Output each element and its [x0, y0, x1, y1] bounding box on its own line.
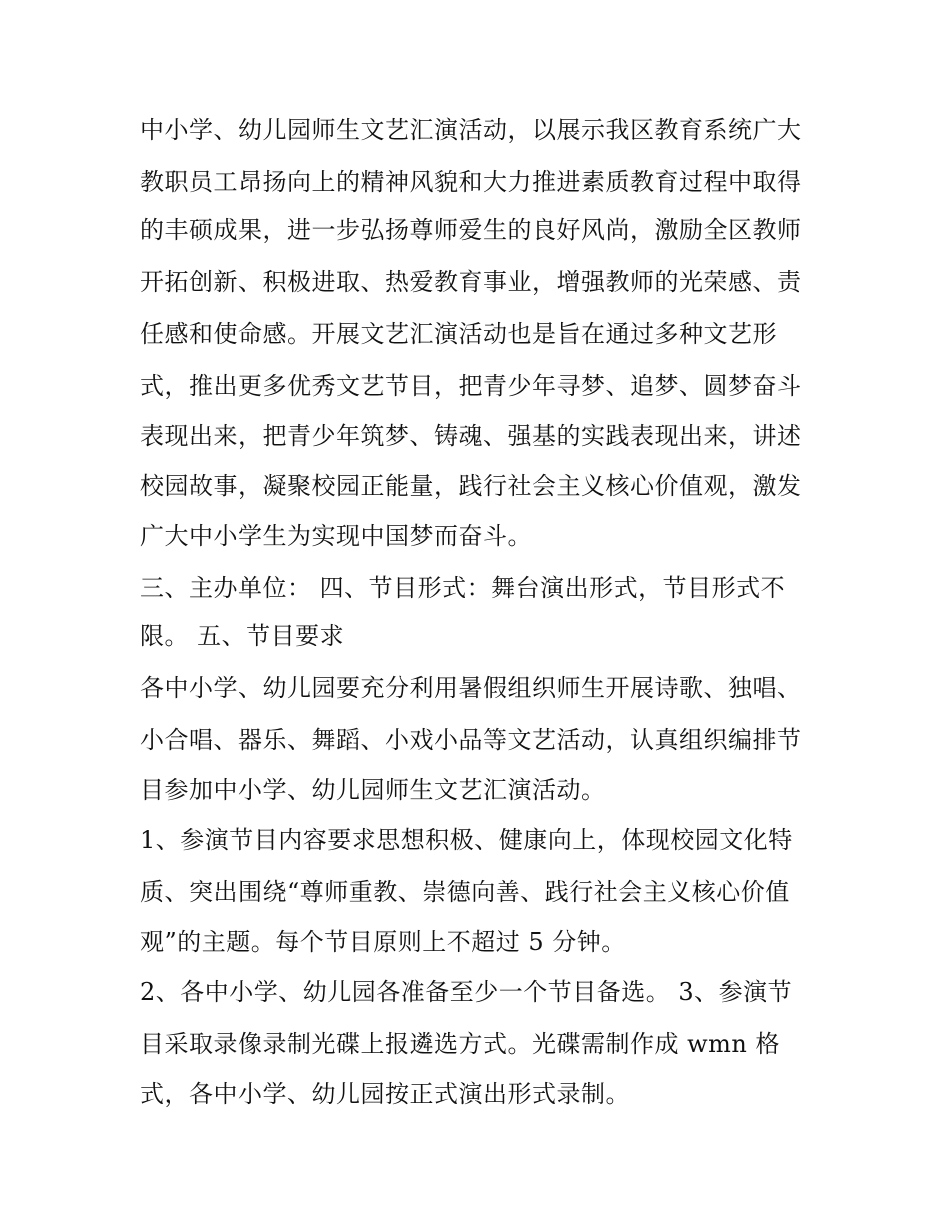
section-heading-line: 三、主办单位： 四、节目形式：舞台演出形式，节目形式不 [140, 574, 786, 602]
text-line: 表现出来，把青少年筑梦、铸魂、强基的实践表现出来，讲述 [140, 422, 802, 450]
text-line: 开拓创新、积极进取、热爱教育事业，增强教师的光荣感、责 [140, 268, 802, 296]
text-line: 小合唱、器乐、舞蹈、小戏小品等文艺活动，认真组织编排节 [140, 726, 802, 754]
text-line: 式，推出更多优秀文艺节目，把青少年寻梦、追梦、圆梦奋斗 [140, 372, 802, 400]
text-line: 目采取录像录制光碟上报遴选方式。光碟需制作成 wmn 格 [140, 1030, 781, 1058]
text-line: 的丰硕成果，进一步弘扬尊师爱生的良好风尚，激励全区教师 [140, 216, 802, 244]
text-line: 式，各中小学、幼儿园按正式演出形式录制。 [140, 1080, 630, 1108]
text-line: 中小学、幼儿园师生文艺汇演活动，以展示我区教育系统广大 [140, 116, 802, 144]
text-line: 教职员工昂扬向上的精神风貌和大力推进素质教育过程中取得 [140, 168, 802, 196]
text-line: 各中小学、幼儿园要充分利用暑假组织师生开展诗歌、独唱、 [140, 674, 802, 702]
text-line: 广大中小学生为实现中国梦而奋斗。 [140, 522, 532, 550]
text-line: 1、参演节目内容要求思想积极、健康向上，体现校园文化特 [140, 826, 793, 854]
text-line: 观”的主题。每个节目原则上不超过 5 分钟。 [140, 928, 626, 956]
section-heading-line: 限。 五、节目要求 [140, 622, 345, 650]
text-line: 2、各中小学、幼儿园各准备至少一个节目备选。 3、参演节 [140, 978, 793, 1006]
text-line: 校园故事，凝聚校园正能量，践行社会主义核心价值观，激发 [140, 472, 802, 500]
text-line: 质、突出围绕“尊师重教、崇德向善、践行社会主义核心价值 [140, 878, 790, 906]
text-line: 目参加中小学、幼儿园师生文艺汇演活动。 [140, 776, 606, 804]
text-line: 任感和使命感。开展文艺汇演活动也是旨在通过多种文艺形 [140, 320, 777, 348]
